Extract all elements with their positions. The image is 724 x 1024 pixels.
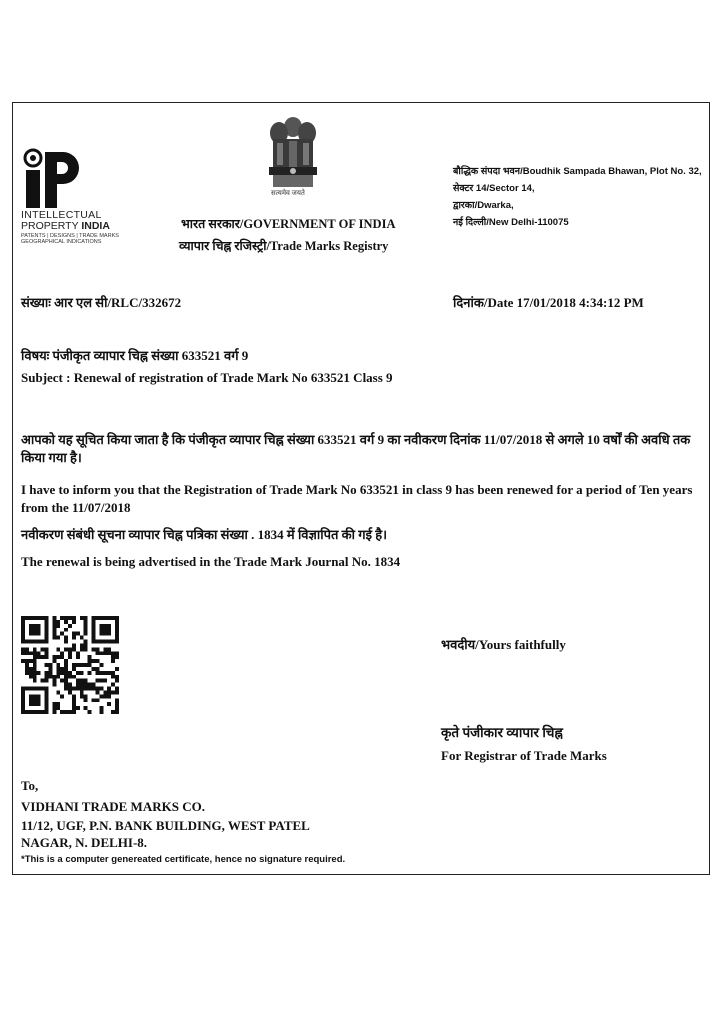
registry-address	[453, 163, 705, 231]
recipient-name: VIDHANI TRADE MARKS CO.	[21, 799, 205, 814]
emblem-motto: सत्यमेव जयते	[271, 189, 305, 197]
issue-date: दिनांक/Date 17/01/2018 4:34:12 PM	[453, 295, 644, 310]
body-english-2: The renewal is being advertised in the Trade Mark Journal No. 1834	[21, 554, 401, 569]
registrar-english: For Registrar of Trade Marks	[441, 748, 607, 763]
logo-text-property-india: PROPERTY INDIA	[21, 220, 110, 232]
logo-text-subtitle: PATENTS | DESIGNS | TRADE MARKS GEOGRAPHICAL INDICATIONS	[21, 233, 119, 245]
ip-logo-mark-icon	[21, 148, 81, 210]
footer-note: *This is a computer genereated certificate, hence no signature required.	[21, 854, 346, 865]
subject-english: Subject : Renewal of registration of Trade Mark No 633521 Class 9	[21, 370, 393, 385]
body-hindi-1: आपको यह सूचित किया जाता है कि पंजीकृत व्यापार चिह्न संख्या 633521 वर्ग 9 का नवीकरण दिनांक 11/07/2018 से अगले 10 वर्षों की अवधि तक किया गया है।	[21, 432, 691, 465]
body-hindi-2: नवीकरण संबंधी सूचना व्यापार चिह्न पत्रिका संख्या . 1834 में विज्ञापित की गई है।	[21, 527, 388, 542]
government-title: भारत सरकार/GOVERNMENT OF INDIA	[181, 217, 396, 231]
national-emblem-icon	[263, 113, 323, 195]
subject-hindi: विषयः पंजीकृत व्यापार चिह्न संख्या 633521 वर्ग 9	[21, 348, 249, 363]
recipient-address-2: NAGAR, N. DELHI-8.	[21, 835, 148, 850]
recipient-block	[21, 775, 401, 851]
address-line: सेक्टर 14/Sector 14,	[453, 183, 535, 194]
certificate-frame	[12, 102, 710, 875]
address-line: नई दिल्ली/New Delhi-110075	[453, 217, 569, 228]
registrar-hindi: कृते पंजीकार व्यापार चिह्न	[441, 725, 563, 740]
ip-india-logo	[21, 148, 136, 258]
reference-number: संख्याः आर एल सी/RLC/332672	[21, 295, 182, 310]
qr-code-icon	[21, 616, 119, 714]
closing-salutation: भवदीय/Yours faithfully	[441, 637, 566, 652]
body-english-1: I have to inform you that the Registration of Trade Mark No 633521 in class 9 has been renewed for a period of Ten years from the 11/07/2018	[21, 482, 693, 515]
registry-title: व्यापार चिह्न रजिस्ट्री/Trade Marks Registry	[179, 239, 389, 253]
address-line: द्वारका/Dwarka,	[453, 200, 514, 211]
logo-text-intellectual: INTELLECTUAL	[21, 209, 102, 221]
recipient-address-1: 11/12, UGF, P.N. BANK BUILDING, WEST PATEL	[21, 818, 310, 833]
address-line: बौद्धिक संपदा भवन/Boudhik Sampada Bhawan, Plot No. 32,	[453, 166, 702, 177]
recipient-to: To,	[21, 778, 39, 793]
